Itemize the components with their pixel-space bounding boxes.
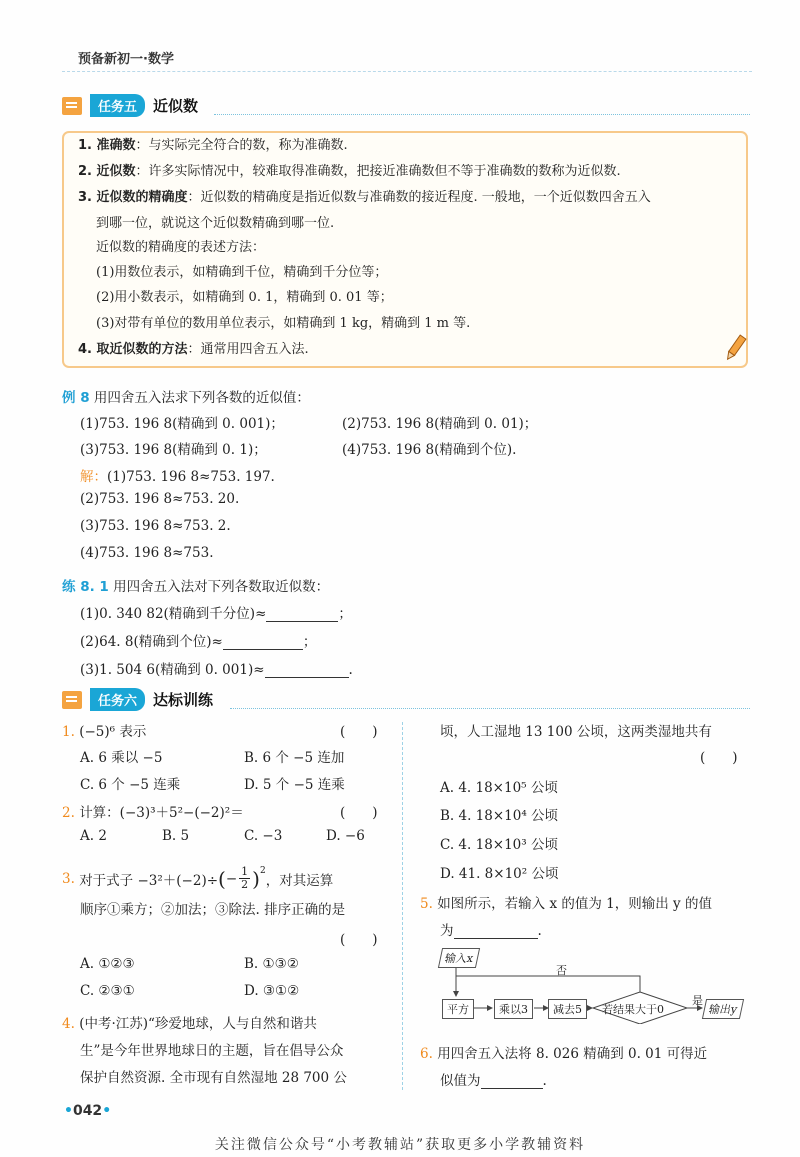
option-a: A. 6 乘以 −5 bbox=[80, 750, 163, 766]
flow-subtract: 减去5 bbox=[548, 999, 587, 1019]
answer-paren: ( ) bbox=[340, 724, 378, 740]
option-a: A. 4. 18×10⁵ 公顷 bbox=[440, 780, 558, 796]
task5-heading bbox=[62, 94, 198, 117]
concept-row: (3)对带有单位的数用单位表示，如精确到 1 kg，精确到 1 m 等. bbox=[96, 316, 471, 331]
flow-condition: 若结果大于0 bbox=[602, 1003, 664, 1016]
option-a: A. ①②③ bbox=[80, 956, 135, 972]
question-3: 3. 对于式子 −3²＋(−2)÷ ( − $\frac{1}{2}$ ) $^2$ ，对其运算 bbox=[62, 865, 334, 891]
answer-blank[interactable] bbox=[454, 925, 538, 939]
flow-no-label: 否 bbox=[556, 964, 567, 977]
example8-q3: (3)753. 196 8(精确到 0. 1)； bbox=[80, 442, 267, 458]
option-b: B. ①③② bbox=[244, 956, 299, 972]
flowchart-connectors bbox=[436, 944, 748, 1024]
practice-item-1: (1)0. 340 82(精确到千分位)≈ ； bbox=[80, 606, 352, 622]
answer-blank[interactable] bbox=[266, 608, 338, 622]
answer-blank[interactable] bbox=[481, 1075, 543, 1089]
task6-label: 任务六 bbox=[90, 688, 145, 711]
task6-rule bbox=[230, 708, 750, 709]
question-5-line2: 为 . bbox=[440, 923, 542, 939]
concept-row: 到哪一位，就说这个近似数精确到哪一位. bbox=[96, 216, 335, 231]
concept-row: 近似数的精确度的表述方法： bbox=[96, 240, 266, 255]
option-d: D. 5 个 −5 连乘 bbox=[244, 777, 345, 793]
task5-label: 任务五 bbox=[90, 94, 145, 117]
practice-stem: 练 8. 1 用四舍五入法对下列各数取近似数： bbox=[62, 579, 330, 595]
flowchart bbox=[436, 944, 748, 1024]
task5-title: 近似数 bbox=[153, 97, 199, 115]
fraction: $\frac{1}{2}$ bbox=[241, 865, 249, 891]
example8-q1: (1)753. 196 8(精确到 0. 001)； bbox=[80, 416, 284, 432]
answer-paren: ( ) bbox=[700, 750, 738, 766]
question-6: 6. 用四舍五入法将 8. 026 精确到 0. 01 可得近 bbox=[420, 1046, 708, 1062]
example8-solution-1: 解：(1)753. 196 8≈753. 197. bbox=[80, 469, 275, 485]
option-d: D. −6 bbox=[326, 828, 365, 844]
answer-blank[interactable] bbox=[265, 664, 349, 678]
question-5: 5. 如图所示，若输入 x 的值为 1，则输出 y 的值 bbox=[420, 896, 712, 912]
option-c: C. −3 bbox=[244, 828, 283, 844]
question-4-line2: 生”是今年世界地球日的主题，旨在倡导公众 bbox=[80, 1043, 344, 1059]
option-b: B. 6 个 −5 连加 bbox=[244, 750, 345, 766]
example8-stem: 例 8 用四舍五入法求下列各数的近似值： bbox=[62, 390, 310, 406]
concept-row: 3. 近似数的精确度：近似数的精确度是指近似数与准确数的接近程度. 一般地，一个近似数四舍五入 bbox=[78, 190, 651, 205]
notepad-icon bbox=[62, 97, 82, 115]
option-c: C. 4. 18×10³ 公顷 bbox=[440, 837, 558, 853]
answer-paren: ( ) bbox=[340, 805, 378, 821]
flow-input: 输入x bbox=[438, 948, 480, 968]
task6-heading bbox=[62, 688, 213, 711]
task5-rule bbox=[214, 114, 750, 115]
example8-solution-4: (4)753. 196 8≈753. bbox=[80, 545, 214, 561]
option-c: C. 6 个 −5 连乘 bbox=[80, 777, 181, 793]
flow-multiply: 乘以3 bbox=[494, 999, 533, 1019]
flow-output: 输出y bbox=[702, 999, 744, 1019]
answer-paren: ( ) bbox=[340, 932, 378, 948]
option-b: B. 4. 18×10⁴ 公顷 bbox=[440, 808, 559, 824]
flow-yes-label: 是 bbox=[692, 994, 703, 1007]
column-divider bbox=[402, 722, 403, 1090]
example8-q2: (2)753. 196 8(精确到 0. 01)； bbox=[342, 416, 538, 432]
option-c: C. ②③① bbox=[80, 983, 135, 999]
footer-note: 关注微信公众号“小考教辅站”获取更多小学教辅资料 bbox=[214, 1137, 586, 1153]
question-3-line2: 顺序①乘方；②加法；③除法. 排序正确的是 bbox=[80, 902, 346, 918]
page-number: •042• bbox=[64, 1103, 112, 1119]
question-4-line3: 保护自然资源. 全市现有自然湿地 28 700 公 bbox=[80, 1070, 347, 1086]
question-1: 1. (−5)⁶ 表示 bbox=[62, 724, 147, 740]
concept-box bbox=[62, 131, 748, 368]
question-4-line4: 顷，人工湿地 13 100 公顷，这两类湿地共有 bbox=[440, 724, 712, 740]
question-4: 4. (中考·江苏)“珍爱地球，人与自然和谐共 bbox=[62, 1016, 317, 1032]
flow-square: 平方 bbox=[442, 999, 474, 1019]
concept-row: 1. 准确数：与实际完全符合的数，称为准确数. bbox=[78, 138, 348, 153]
practice-item-3: (3)1. 504 6(精确到 0. 001)≈ . bbox=[80, 662, 353, 678]
option-d: D. ③①② bbox=[244, 983, 300, 999]
running-header: 预备新初一·数学 bbox=[78, 52, 174, 67]
task6-title: 达标训练 bbox=[153, 691, 214, 709]
example8-solution-3: (3)753. 196 8≈753. 2. bbox=[80, 518, 231, 534]
answer-blank[interactable] bbox=[223, 636, 303, 650]
question-6-line2: 似值为 . bbox=[440, 1073, 547, 1089]
option-d: D. 41. 8×10² 公顷 bbox=[440, 866, 559, 882]
concept-row: 2. 近似数：许多实际情况中，较难取得准确数，把接近准确数但不等于准确数的数称为近似数. bbox=[78, 164, 621, 179]
option-b: B. 5 bbox=[162, 828, 190, 844]
practice-item-2: (2)64. 8(精确到个位)≈ ； bbox=[80, 634, 317, 650]
concept-row: (2)用小数表示，如精确到 0. 1，精确到 0. 01 等； bbox=[96, 290, 393, 305]
pencil-icon bbox=[724, 333, 748, 363]
example8-q4: (4)753. 196 8(精确到个位). bbox=[342, 442, 517, 458]
notepad-icon bbox=[62, 691, 82, 709]
concept-row: 4. 取近似数的方法：通常用四舍五入法. bbox=[78, 342, 309, 357]
concept-row: (1)用数位表示，如精确到千位，精确到千分位等； bbox=[96, 265, 388, 280]
option-a: A. 2 bbox=[80, 828, 107, 844]
question-2: 2. 计算：(−3)³＋5²−(−2)²＝ bbox=[62, 805, 244, 821]
example8-solution-2: (2)753. 196 8≈753. 20. bbox=[80, 491, 240, 507]
header-divider bbox=[62, 71, 752, 72]
